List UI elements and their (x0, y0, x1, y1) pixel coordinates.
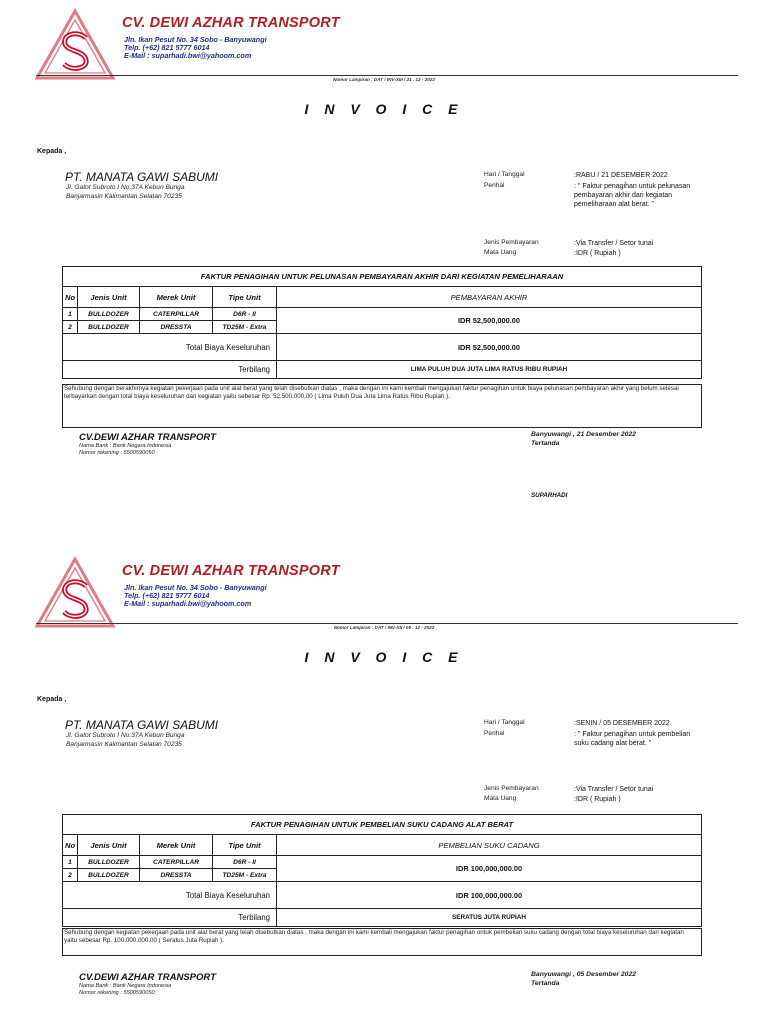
terbilang-label: Terbilang (63, 361, 277, 379)
perihal-value: : " Faktur penagihan untuk pelunasan pembayaran akhir dari kegiatan pemeliharaan alat berat. " (574, 183, 691, 208)
terbilang-row (63, 361, 702, 379)
company-address: Jln. Ikan Pesut No. 34 Sobo - Banyuwangi (124, 583, 267, 592)
table-row (63, 308, 702, 321)
tertanda-label: Tertanda (531, 440, 560, 447)
place-date (531, 970, 636, 988)
amount-cell: IDR 52,500,000.00 (277, 308, 702, 334)
jenis-pembayaran-value: :Via Transfer / Setor tunai (574, 240, 654, 247)
table-header-row (63, 835, 702, 856)
row-no: 2 (63, 321, 78, 334)
bank-info (79, 443, 171, 456)
company-phone: Telp. (+62) 821 5777 6014 (124, 591, 210, 600)
col-tipe-unit: Tipe Unit (213, 287, 277, 308)
row-no: 1 (63, 308, 78, 321)
bank-account: Nomor rekening : 5500590050 (79, 989, 155, 996)
amount-cell: IDR 100,000,000.00 (277, 856, 702, 882)
customer-address-line2: Banjarmasin Kalimantan Selatan 70235 (66, 740, 182, 748)
mata-uang-label: Mata Uang (484, 795, 517, 802)
row-jenis: BULLDOZER (78, 308, 140, 321)
hari-tanggal-value: :RABU / 21 DESEMBER 2022 (574, 172, 668, 179)
invoice-title: I N V O I C E (304, 101, 464, 117)
kepada-label: Kepada , (37, 696, 67, 703)
row-no: 1 (63, 856, 78, 869)
invoice-title: I N V O I C E (304, 649, 464, 665)
row-tipe: D6R - II (213, 856, 277, 869)
nomor-lampiran: Nomor Lampiran : DAT / INV-XIII / 21 . 12 - 2022 (333, 77, 435, 82)
jenis-pembayaran-label: Jenis Pembayaran (484, 785, 539, 792)
terbilang-value: LIMA PULUH DUA JUTA LIMA RATUS RIBU RUPIAH (277, 361, 702, 379)
invoice-table (62, 266, 702, 379)
bank-name: Nama Bank : Bank Negara Indonesia (79, 443, 172, 449)
table-heading: FAKTUR PENAGIHAN UNTUK PEMBELIAN SUKU CADANG ALAT BERAT (63, 815, 702, 835)
col-merek-unit: Merek Unit (140, 835, 213, 856)
row-merek: CATERPILLAR (140, 308, 213, 321)
header-divider (36, 623, 738, 624)
table-row (63, 856, 702, 869)
company-logo-icon (34, 556, 116, 630)
col-merek-unit: Merek Unit (140, 287, 213, 308)
place-date (531, 430, 636, 448)
jenis-pembayaran-label: Jenis Pembayaran (484, 239, 539, 246)
col-pembayaran: PEMBAYARAN AKHIR (277, 287, 702, 308)
customer-address (66, 184, 185, 201)
perihal-value: : " Faktur penagihan untuk pembelian suku cadang alat berat. " (574, 731, 691, 747)
bank-name: Nama Bank : Bank Negara Indonesia (79, 983, 172, 989)
mata-uang-label: Mata Uang (484, 249, 517, 256)
bank-account: Nomor rekening : 5500590050 (79, 449, 155, 456)
col-jenis-unit: Jenis Unit (78, 287, 140, 308)
customer-name: PT. MANATA GAWI SABUMI (65, 718, 219, 732)
terbilang-label: Terbilang (63, 909, 277, 927)
table-header-row (63, 287, 702, 308)
total-value: IDR 100,000,000.00 (277, 882, 702, 909)
col-jenis-unit: Jenis Unit (78, 835, 140, 856)
company-name: CV. DEWI AZHAR TRANSPORT (122, 15, 340, 31)
row-jenis: BULLDOZER (78, 321, 140, 334)
company-email: E-Mail : suparhadi.bwi@yahoom.com (124, 599, 252, 608)
mata-uang-value: :IDR ( Rupiah ) (574, 250, 621, 257)
company-address: Jln. Ikan Pesut No. 34 Sobo - Banyuwangi (124, 35, 267, 44)
row-jenis: BULLDOZER (78, 869, 140, 882)
row-no: 2 (63, 869, 78, 882)
nomor-lampiran: Nomor Lampiran : DAT / INV-XII / 05 . 12 - 2022 (333, 625, 435, 630)
customer-address-line2: Banjarmasin Kalimantan Selatan 70235 (66, 192, 182, 200)
bank-info (79, 983, 171, 996)
mata-uang-value: :IDR ( Rupiah ) (574, 796, 621, 803)
jenis-pembayaran-value: :Via Transfer / Setor tunai (574, 786, 654, 793)
customer-address (66, 732, 185, 749)
row-merek: CATERPILLAR (140, 856, 213, 869)
col-pembayaran: PEMBELIAN SUKU CADANG (277, 835, 702, 856)
perihal-label: Perihal (484, 730, 505, 737)
tertanda-label: Tertanda (531, 980, 560, 987)
total-label: Total Biaya Keseluruhan (63, 334, 277, 361)
customer-address-line1: Jl. Gatot Subroto I No.37A Kebun Bunga (66, 732, 185, 739)
invoice-note: Sehubung dengan kegiatan pekerjaan pada unit alat berat yang telah disebutkan diatas , maka dengan ini kami kembali mengajukan faktur penagihan untuk pembelian suku cadang dengan total biaya keseluruhan dari kegiatan yaitu sebesar Rp. 100.000.000,00 ( Seratus Juta Rupiah ). (64, 929, 684, 945)
perihal-label: Perihal (484, 182, 505, 189)
place-date-text: Banyuwangi , 21 Desember 2022 (531, 431, 637, 438)
row-tipe: TD25M - Extra (213, 321, 277, 334)
total-row (63, 882, 702, 909)
row-merek: DRESSTA (140, 321, 213, 334)
header-divider (36, 75, 738, 76)
row-merek: DRESSTA (140, 869, 213, 882)
kepada-label: Kepada , (37, 148, 67, 155)
company-phone: Telp. (+62) 821 5777 6014 (124, 43, 210, 52)
hari-tanggal-label: Hari / Tanggal (484, 719, 525, 726)
row-tipe: TD25M - Extra (213, 869, 277, 882)
company-name: CV. DEWI AZHAR TRANSPORT (122, 563, 340, 579)
total-value: IDR 52,500,000.00 (277, 334, 702, 361)
invoice-note: Sehubung dengan berakhirnya kegiatan pekerjaan pada unit alat berat yang telah disebutkan diatas , maka dengan ini kami kembali mengajukan faktur penagihan untuk biaya pelunasan pembayaran akhir yang belum selesai terbayarkan dengan total biaya keseluruhan dari kegiatan yaitu sebesar Rp. 52.500.000,00 ( Lima Puluh Dua Juta Lima Ratus Ribu Rupiah ). (64, 385, 679, 401)
col-no: No (63, 835, 78, 856)
table-heading: FAKTUR PENAGIHAN UNTUK PELUNASAN PEMBAYARAN AKHIR DARI KEGIATAN PEMELIHARAAN (63, 267, 702, 287)
terbilang-row (63, 909, 702, 927)
row-jenis: BULLDOZER (78, 856, 140, 869)
signature-company: CV.DEWI AZHAR TRANSPORT (79, 432, 216, 443)
customer-address-line1: Jl. Gatot Subroto I No.37A Kebun Bunga (66, 184, 185, 191)
total-label: Total Biaya Keseluruhan (63, 882, 277, 909)
company-email: E-Mail : suparhadi.bwi@yahoom.com (124, 51, 252, 60)
row-tipe: D6R - II (213, 308, 277, 321)
col-tipe-unit: Tipe Unit (213, 835, 277, 856)
hari-tanggal-value: :SENIN / 05 DESEMBER 2022 (574, 720, 670, 727)
company-logo-icon (34, 8, 116, 82)
signature-company: CV.DEWI AZHAR TRANSPORT (79, 972, 216, 983)
col-no: No (63, 287, 78, 308)
terbilang-value: SERATUS JUTA RUPIAH (277, 909, 702, 927)
place-date-text: Banyuwangi , 05 Desember 2022 (531, 971, 637, 978)
invoice-table (62, 814, 702, 927)
invoice-2 (0, 548, 768, 1024)
signer-name: SUPARHADI (531, 492, 568, 499)
hari-tanggal-label: Hari / Tanggal (484, 171, 525, 178)
customer-name: PT. MANATA GAWI SABUMI (65, 170, 219, 184)
total-row (63, 334, 702, 361)
